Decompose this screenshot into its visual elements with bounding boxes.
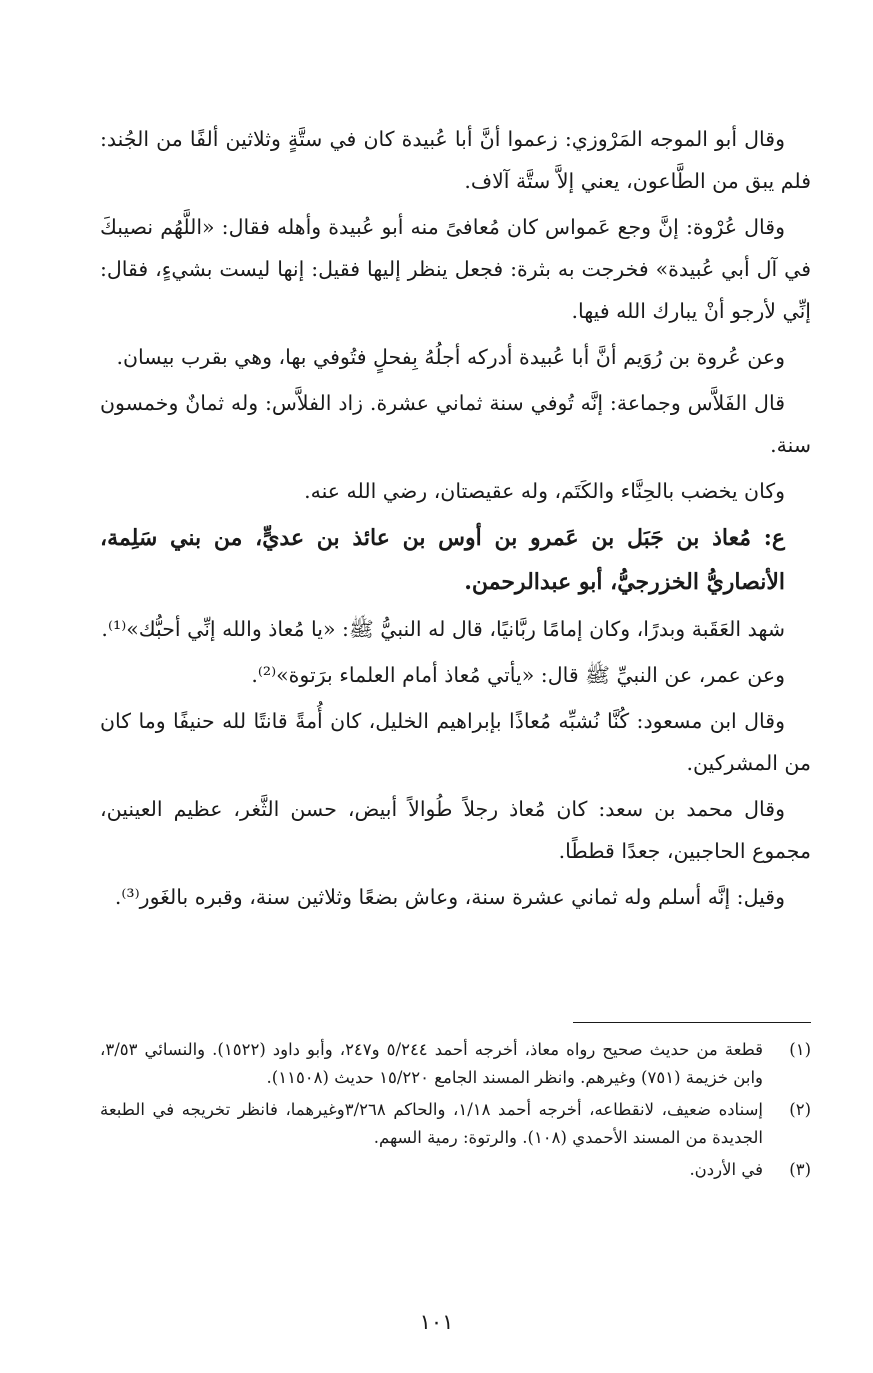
- footnote: [100, 1036, 811, 1092]
- heading-marker: ع:: [763, 525, 785, 551]
- footnote: [100, 1156, 811, 1184]
- main-text: [100, 118, 811, 922]
- paragraph: قال الفَلاَّس وجماعة: إنَّه تُوفي سنة ثماني عشرة. زاد الفلاَّس: وله ثمانٌ وخمسون سنة.: [100, 391, 811, 457]
- footnote-text: إسناده ضعيف، لانقطاعه، أخرجه أحمد ١/١٨، والحاكم ٣/٢٦٨وغيرهما، فانظر تخريجه في الطبعة الجديدة من المسند الأحمدي (١٠٨). والرتوة: رمية السهم.: [100, 1100, 763, 1147]
- paragraph: شهد العَقَبة وبدرًا، وكان إمامًا ربَّانيًا، قال له النبيُّ ﷺ: «يا مُعاذ والله إنِّي أحبُّك»⁽¹⁾.: [101, 617, 785, 641]
- footnote-number: (٢): [789, 1100, 811, 1119]
- heading-text: مُعاذ بن جَبَل بن عَمرو بن أوس بن عائذ بن عديٍّ، من بني سَلِمة، الأنصاريُّ الخزرجيُّ، أبو عبدالرحمن.: [100, 525, 785, 595]
- footnote-text: في الأردن.: [689, 1160, 763, 1179]
- paragraph: وكان يخضب بالحِنَّاء والكَتَم، وله عقيصتان، رضي الله عنه.: [304, 479, 785, 503]
- biography-heading: [100, 516, 811, 604]
- footnote-separator: [573, 1022, 811, 1023]
- paragraph: وقال عُرْوة: إنَّ وجع عَمواس كان مُعافىً منه أبو عُبيدة وأهله فقال: «اللَّهُم نصيبكَ في آل أبي عُبيدة» فخرجت به بثرة: فجعل ينظر إليها فقيل: إنها ليست بشيءٍ، فقال: إنِّي لأرجو أنْ يبارك الله فيها.: [100, 215, 811, 323]
- footnotes: [100, 1036, 811, 1188]
- paragraph: وقال محمد بن سعد: كان مُعاذ رجلاً طُوالاً أبيض، حسن الثَّغر، عظيم العينين، مجموع الحاجبين، جعدًا قططًا.: [100, 797, 811, 863]
- footnote-number: (٣): [789, 1160, 811, 1179]
- paragraph: وقال أبو الموجه المَرْوزي: زعموا أنَّ أبا عُبيدة كان في ستَّةٍ وثلاثين ألفًا من الجُند: فلم يبق من الطَّاعون، يعني إلاَّ ستَّة آلاف.: [100, 127, 811, 193]
- footnote-text: قطعة من حديث صحيح رواه معاذ، أخرجه أحمد ٥/٢٤٤ و٢٤٧، وأبو داود (١٥٢٢). والنسائي ٣/٥٣، وابن خزيمة (٧٥١) وغيرهم. وانظر المسند الجامع ١٥/٢٢٠ حديث (١١٥٠٨).: [100, 1040, 763, 1087]
- footnote: [100, 1096, 811, 1152]
- page-number: ١٠١: [419, 1310, 454, 1334]
- paragraph: وقال ابن مسعود: كُنَّا نُشبِّه مُعاذًا بإبراهيم الخليل، كان أُمةً قانتًا لله حنيفًا وما كان من المشركين.: [100, 709, 811, 775]
- paragraph: وعن عمر، عن النبيِّ ﷺ قال: «يأتي مُعاذ أمام العلماء برَتوة»⁽²⁾.: [251, 663, 785, 687]
- paragraph: وعن عُروة بن رُوَيم أنَّ أبا عُبيدة أدركه أجلُهُ بِفحلٍ فتُوفي بها، وهي بقرب بيسان.: [116, 345, 785, 369]
- paragraph: وقيل: إنَّه أسلم وله ثماني عشرة سنة، وعاش بضعًا وثلاثين سنة، وقبره بالغَور⁽³⁾.: [114, 885, 785, 909]
- footnote-number: (١): [789, 1040, 811, 1059]
